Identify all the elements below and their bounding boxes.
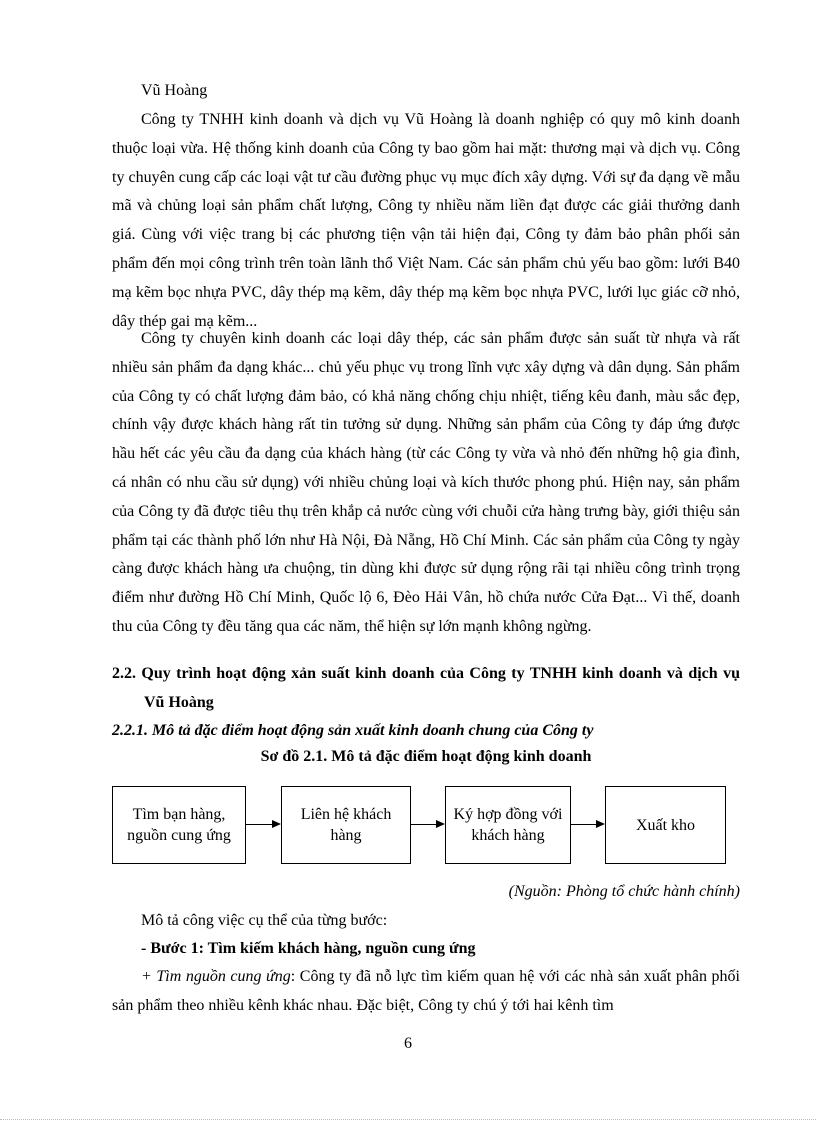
diagram-caption: Sơ đồ 2.1. Mô tả đặc điểm hoạt động kinh doanh [260, 748, 592, 765]
step-1-heading: - Bước 1: Tìm kiếm khách hàng, nguồn cung ứng [141, 940, 476, 957]
step-1-paragraph [112, 963, 740, 1021]
page-bottom-divider [0, 1119, 816, 1120]
diagram-source-note: (Nguồn: Phòng tổ chức hành chính) [508, 883, 740, 900]
steps-intro: Mô tả công việc cụ thể của từng bước: [141, 912, 388, 929]
diagram-step-1-box [112, 786, 246, 864]
diagram-step-3-label: Ký hợp đồng với khách hàng [453, 806, 563, 844]
paragraph-company-overview: Công ty TNHH kinh doanh và dịch vụ Vũ Hoàng là doanh nghiệp có quy mô kinh doanh thuộc loại vừa. Hệ thống kinh doanh của Công ty bao gồm hai mặt: thương mại và dịch vụ. Công ty chuyên cung cấp các loại vật tư cầu đường phục vụ mục đích xây dựng. Với sự đa dạng về mẫu mã và chủng loại sản phẩm chất lượng, Công ty nhiều năm liền đạt được các giải thưởng danh giá. Cùng với việc trang bị các phương tiện vận tải hiện đại, Công ty đảm bảo phân phối sản phẩm đến mọi công trình trên toàn lãnh thổ Việt Nam. Các sản phẩm chủ yếu bao gồm: lưới B40 mạ kẽm bọc nhựa PVC, dây thép mạ kẽm, dây thép mạ kẽm bọc nhựa PVC, lưới lục giác cỡ nhỏ, dây thép gai mạ kẽm... [112, 111, 740, 330]
arrow-right-icon [411, 824, 445, 826]
step-1-text: : Công ty đã nỗ lực tìm kiếm quan hệ với các nhà sản xuất phân phối sản phẩm theo nhiều kênh khác nhau. Đặc biệt, Công ty chú ý tới hai kênh tìm [112, 968, 740, 1014]
step-1-term: + Tìm nguồn cung ứng [141, 968, 291, 985]
diagram-step-2-label: Liên hệ khách hàng [300, 806, 392, 844]
page-number: 6 [404, 1035, 412, 1052]
arrow-right-icon [246, 824, 281, 826]
diagram-step-4-label: Xuất kho [635, 816, 696, 834]
company-name-continuation: Vũ Hoàng [141, 82, 208, 99]
section-heading-2-2-1: 2.2.1. Mô tả đặc điểm hoạt động sản xuất kinh doanh chung của Công ty [112, 722, 594, 739]
diagram-step-4-box [605, 786, 726, 864]
arrow-right-icon [571, 824, 605, 826]
paragraph-products: Công ty chuyên kinh doanh các loại dây thép, các sản phẩm được sản suất từ nhựa và rất nhiều sản phẩm đa dạng khác... chủ yếu phục vụ trong lĩnh vực xây dựng và dân dụng. Sản phẩm của Công ty có chất lượng đảm bảo, có khả năng chống chịu nhiệt, tiếng kêu đanh, màu sắc đẹp, chính vậy được khách hàng rất tin tưởng sử dụng. Những sản phẩm của Công ty đáp ứng được hầu hết các yêu cầu đa dạng của khách hàng (từ các Công ty vừa và nhỏ đến những hộ gia đình, cá nhân có nhu cầu sử dụng) với nhiều chủng loại và kích thước phong phú. Hiện nay, sản phẩm của Công ty đã được tiêu thụ trên khắp cả nước cùng với chuỗi cửa hàng trưng bày, giới thiệu sản phẩm tại các thành phố lớn như Hà Nội, Đà Nẵng, Hồ Chí Minh. Các sản phẩm của Công ty ngày càng được khách hàng ưa chuộng, tin dùng khi được sử dụng rộng rãi tại nhiều công trình trọng điểm như đường Hồ Chí Minh, Quốc lộ 6, Đèo Hải Vân, hồ chứa nước Cửa Đạt... Vì thế, doanh thu của Công ty đều tăng qua các năm, thể hiện sự lớn mạnh không ngừng. [112, 330, 740, 635]
diagram-step-2-box [281, 786, 411, 864]
diagram-step-3-box [445, 786, 571, 864]
section-heading-2-2: 2.2. Quy trình hoạt động xản suất kinh doanh của Công ty TNHH kinh doanh và dịch vụ Vũ Hoàng [112, 665, 740, 711]
diagram-step-1-label: Tìm bạn hàng, nguồn cung ứng [127, 806, 231, 844]
